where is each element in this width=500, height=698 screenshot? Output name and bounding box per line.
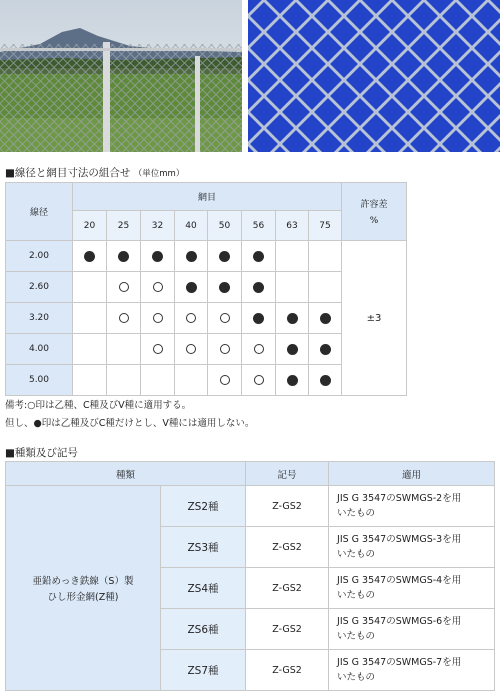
table-row [6, 486, 495, 527]
filled-circle-icon [287, 344, 298, 355]
mesh-cell [309, 241, 342, 272]
table-row [6, 241, 407, 272]
symbol-cell: Z-GS2 [246, 650, 329, 691]
tolerance-header [342, 183, 407, 241]
open-circle-icon [119, 282, 129, 292]
apply-line2: いたもの [337, 590, 376, 601]
mesh-photo-image [248, 0, 500, 152]
apply-line1: JIS G 3547のSWMGS-6を用 [337, 616, 462, 627]
wire-diameter-cell: 4.00 [6, 334, 73, 365]
filled-circle-icon [320, 313, 331, 324]
mesh-cell [309, 334, 342, 365]
symbol-cell: Z-GS2 [246, 609, 329, 650]
tolerance-value: ±3 [342, 241, 407, 396]
mesh-cell [141, 303, 175, 334]
mesh-cell [242, 272, 276, 303]
filled-circle-icon [186, 251, 197, 262]
mesh-cell [276, 334, 309, 365]
mesh-cell [107, 303, 141, 334]
open-circle-icon [153, 344, 163, 354]
open-circle-icon [254, 344, 264, 354]
open-circle-icon [186, 344, 196, 354]
mesh-cell [208, 272, 242, 303]
apply-line2: いたもの [337, 508, 376, 519]
type-header: 種類 [6, 462, 246, 486]
filled-circle-icon [84, 251, 95, 262]
open-circle-icon [153, 313, 163, 323]
type-code-cell: ZS2種 [161, 486, 246, 527]
photo-strip [0, 0, 500, 152]
mesh-column-header: 75 [309, 211, 342, 241]
mesh-cell [276, 303, 309, 334]
wire-diameter-cell: 2.60 [6, 272, 73, 303]
filled-circle-icon [219, 282, 230, 293]
open-circle-icon [220, 375, 230, 385]
wire-diameter-header: 線径 [6, 183, 73, 241]
mesh-cell [141, 365, 175, 396]
apply-line2: いたもの [337, 631, 376, 642]
mesh-cell [73, 365, 107, 396]
mesh-cell [309, 365, 342, 396]
filled-circle-icon [287, 375, 298, 386]
filled-circle-icon [118, 251, 129, 262]
unit-label: （単位mm） [133, 169, 185, 179]
mesh-cell [141, 272, 175, 303]
note-line-2: 但し、●印は乙種及びC種だけとし、V種には適用しない。 [5, 418, 255, 429]
mesh-cell [107, 241, 141, 272]
filled-circle-icon [320, 344, 331, 355]
section-title-types-text: ■種類及び記号 [5, 447, 78, 459]
mesh-cell [309, 272, 342, 303]
apply-line1: JIS G 3547のSWMGS-7を用 [337, 657, 462, 668]
mesh-cell [276, 272, 309, 303]
mesh-column-header: 56 [242, 211, 276, 241]
filled-circle-icon [253, 251, 264, 262]
type-code-cell: ZS7種 [161, 650, 246, 691]
section-title-wire-mesh [5, 165, 184, 180]
symbol-cell: Z-GS2 [246, 568, 329, 609]
wire-mesh-table [5, 182, 407, 396]
symbol-cell: Z-GS2 [246, 486, 329, 527]
mesh-column-header: 63 [276, 211, 309, 241]
apply-cell [329, 527, 495, 568]
mesh-cell [276, 241, 309, 272]
mesh-cell [208, 241, 242, 272]
filled-circle-icon [186, 282, 197, 293]
tolerance-header-line2: % [369, 216, 379, 226]
mesh-cell [242, 303, 276, 334]
mesh-cell [276, 365, 309, 396]
mesh-cell [175, 334, 208, 365]
apply-cell [329, 486, 495, 527]
filled-circle-icon [287, 313, 298, 324]
mesh-cell [107, 272, 141, 303]
open-circle-icon [186, 313, 196, 323]
apply-cell [329, 568, 495, 609]
mesh-cell [208, 365, 242, 396]
mesh-column-header: 32 [141, 211, 175, 241]
section-title-types [5, 445, 78, 460]
mesh-cell [73, 272, 107, 303]
apply-line2: いたもの [337, 549, 376, 560]
apply-cell [329, 609, 495, 650]
mesh-column-header: 40 [175, 211, 208, 241]
mesh-header: 網目 [73, 183, 342, 211]
mesh-cell [141, 241, 175, 272]
apply-line1: JIS G 3547のSWMGS-3を用 [337, 534, 462, 545]
apply-header: 適用 [329, 462, 495, 486]
open-circle-icon [220, 344, 230, 354]
mesh-cell [242, 365, 276, 396]
fence-photo [0, 0, 242, 152]
section-title-text: ■線径と網目寸法の組合せ [5, 167, 131, 179]
filled-circle-icon [253, 282, 264, 293]
mesh-column-header: 50 [208, 211, 242, 241]
mesh-cell [175, 241, 208, 272]
mesh-cell [73, 241, 107, 272]
material-type-line2: ひし形金網(Z種) [47, 592, 119, 603]
fence-photo-image [0, 0, 242, 152]
open-circle-icon [153, 282, 163, 292]
mesh-cell [73, 303, 107, 334]
tolerance-header-line1: 許容差 [360, 200, 388, 210]
symbol-header: 記号 [246, 462, 329, 486]
mesh-cell [208, 334, 242, 365]
type-code-cell: ZS6種 [161, 609, 246, 650]
mesh-column-header: 20 [73, 211, 107, 241]
mesh-cell [242, 241, 276, 272]
type-code-cell: ZS3種 [161, 527, 246, 568]
apply-line2: いたもの [337, 672, 376, 683]
type-code-cell: ZS4種 [161, 568, 246, 609]
mesh-cell [141, 334, 175, 365]
mesh-column-header: 25 [107, 211, 141, 241]
filled-circle-icon [152, 251, 163, 262]
mesh-cell [107, 365, 141, 396]
material-type-line1: 亜鉛めっき鉄線（S）製 [32, 576, 134, 587]
apply-line1: JIS G 3547のSWMGS-2を用 [337, 493, 462, 504]
apply-cell [329, 650, 495, 691]
wire-diameter-cell: 5.00 [6, 365, 73, 396]
mesh-cell [242, 334, 276, 365]
filled-circle-icon [320, 375, 331, 386]
wire-diameter-cell: 3.20 [6, 303, 73, 334]
wire-diameter-cell: 2.00 [6, 241, 73, 272]
mesh-cell [175, 365, 208, 396]
mesh-cell [73, 334, 107, 365]
types-symbols-table [5, 461, 495, 691]
mesh-cell [107, 334, 141, 365]
filled-circle-icon [219, 251, 230, 262]
note-line-1: 備考:○印は乙種、C種及びV種に適用する。 [5, 400, 192, 411]
apply-line1: JIS G 3547のSWMGS-4を用 [337, 575, 462, 586]
open-circle-icon [119, 313, 129, 323]
mesh-cell [175, 272, 208, 303]
material-type-cell [6, 486, 161, 691]
open-circle-icon [220, 313, 230, 323]
filled-circle-icon [253, 313, 264, 324]
mesh-cell [309, 303, 342, 334]
open-circle-icon [254, 375, 264, 385]
mesh-cell [208, 303, 242, 334]
symbol-cell: Z-GS2 [246, 527, 329, 568]
mesh-cell [175, 303, 208, 334]
mesh-photo [248, 0, 500, 152]
